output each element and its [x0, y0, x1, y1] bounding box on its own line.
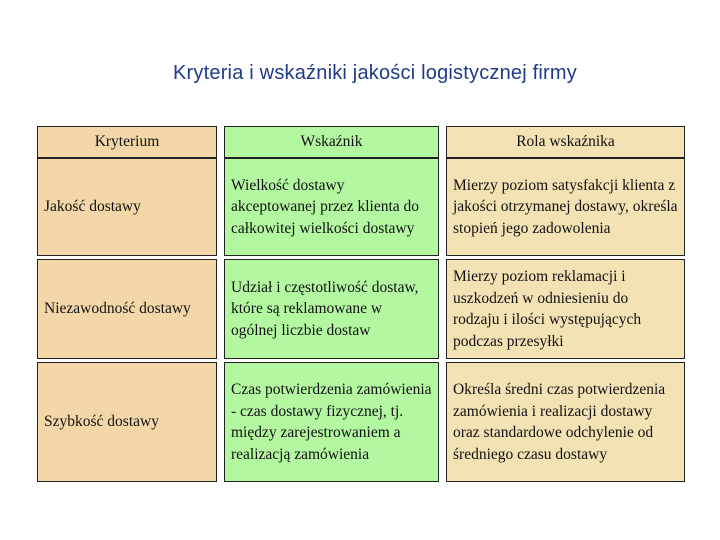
row2-rola: Mierzy poziom reklamacji i uszkodzeń w odniesieniu do rodzaju i ilości występujących podczas przesyłki — [446, 259, 685, 359]
header-rola: Rola wskaźnika — [446, 126, 685, 158]
row1-wskaznik: Wielkość dostawy akceptowanej przez klienta do całkowitej wielkości dostawy — [224, 158, 439, 256]
row1-kryterium: Jakość dostawy — [37, 158, 217, 256]
row2-wskaznik: Udział i częstotliwość dostaw, które są reklamowane w ogólnej liczbie dostaw — [224, 259, 439, 359]
header-wskaznik: Wskaźnik — [224, 126, 439, 158]
row1-rola: Mierzy poziom satysfakcji klienta z jakości otrzymanej dostawy, określa stopień jego zadowolenia — [446, 158, 685, 256]
row2-kryterium: Niezawodność dostawy — [37, 259, 217, 359]
row3-kryterium: Szybkość dostawy — [37, 362, 217, 482]
row3-wskaznik: Czas potwierdzenia zamówienia - czas dostawy fizycznej, tj. między zarejestrowaniem a realizacją zamówienia — [224, 362, 439, 482]
row3-rola: Określa średni czas potwierdzenia zamówienia i realizacji dostawy oraz standardowe odchylenie od średniego czasu dostawy — [446, 362, 685, 482]
page-title: Kryteria i wskaźniki jakości logistycznej firmy — [173, 62, 577, 84]
header-kryterium: Kryterium — [37, 126, 217, 158]
criteria-table — [37, 126, 685, 482]
